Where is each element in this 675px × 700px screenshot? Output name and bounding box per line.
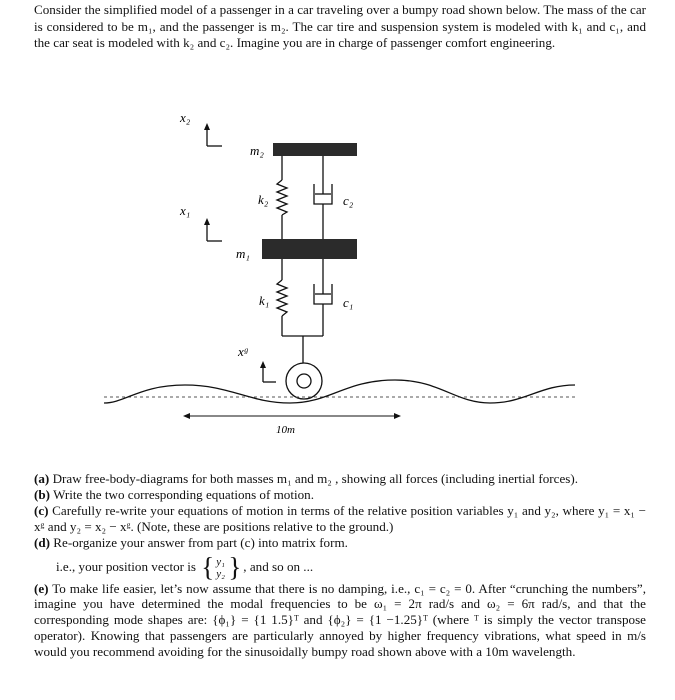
part-a-label: (a) [34,471,50,486]
position-vector-suffix: , and so on ... [243,558,314,574]
part-b-text: Write the two corresponding equations of motion. [53,486,314,502]
position-vector: { y₁ y₂ } [201,551,242,582]
bumpy-road [104,380,575,403]
part-c-label: (c) [34,502,49,518]
intro-text: Consider the simplified model of a passenger in a car traveling over a bumpy road shown below. The mass of the car is considered to be m₁, and the passenger is m₂. The car tire and suspension system is modeled with k₁ and c₁, and the car seat is modeled with k₂ and c₂. Imagine you are in charge of passenger comfort engineering. [34,2,646,51]
spring-k1 [277,259,287,336]
c2-label: c₂ [343,193,354,208]
damper-c2 [314,156,332,239]
damper-c1 [314,259,332,336]
xg-label: xᵍ [238,344,248,359]
part-a-text: Draw free-body-diagrams for both masses m₁ and m₂ , showing all forces (including inertial forces). [52,471,579,486]
wavelength-label: 10m [276,424,295,436]
mass-m2 [273,143,357,156]
k1-label: k₁ [259,293,270,308]
position-vector-prefix: i.e., your position vector is [56,558,197,574]
mass-m1 [262,239,357,259]
m1-label: m₁ [236,246,250,261]
c1-label: c₁ [343,295,354,310]
part-d [34,535,646,551]
part-c-text: Carefully re-write your equations of motion in terms of the relative position variables y₁ and y₂, where y₁ = x₁ − xᵍ and y₂ = x₂ − xᵍ. (Note, these are positions relative to the ground.) [34,502,646,534]
question-parts [34,471,646,660]
x2-label: x₂ [180,110,191,125]
x1-label: x₁ [180,203,191,218]
wheel-hub [297,374,311,388]
part-d-label: (d) [34,534,51,550]
k2-label: k₂ [258,192,269,207]
x1-arrow [204,218,222,241]
part-b-label: (b) [34,486,51,502]
x2-arrow [204,123,222,146]
spring-k2 [277,156,287,239]
position-vector-line [56,551,646,582]
part-e-text: To make life easier, let’s now assume that there is no damping, i.e., c₁ = c₂ = 0. After “crunching the numbers”, imagine you have determined the modal frequencies to be ω₁ = 2π rad/s and ω₂ = 6π rad/s, and that the corresponding mode shapes are: {ϕ₁} = {1 1.5}ᵀ and {ϕ₂} = {1 −1.25}ᵀ (where ᵀ is simply the vector transpose operator). Knowing that passengers are particularly annoyed by higher frequency vibrations, what speed in m/s would you recommend avoiding for the sinusoidally bumpy road shown above with a 10m wavelength. [34,580,646,660]
part-e [34,581,646,661]
part-c [34,503,646,535]
position-vector-top: y₁ [216,555,226,568]
xg-arrow [260,361,276,382]
part-d-text: Re-organize your answer from part (c) into matrix form. [53,534,348,550]
part-e-label: (e) [34,580,49,596]
part-b [34,487,646,503]
wavelength-dimension [183,413,401,419]
position-vector-bottom: y₂ [216,567,226,580]
m2-label: m₂ [250,143,264,158]
part-a [34,471,646,487]
